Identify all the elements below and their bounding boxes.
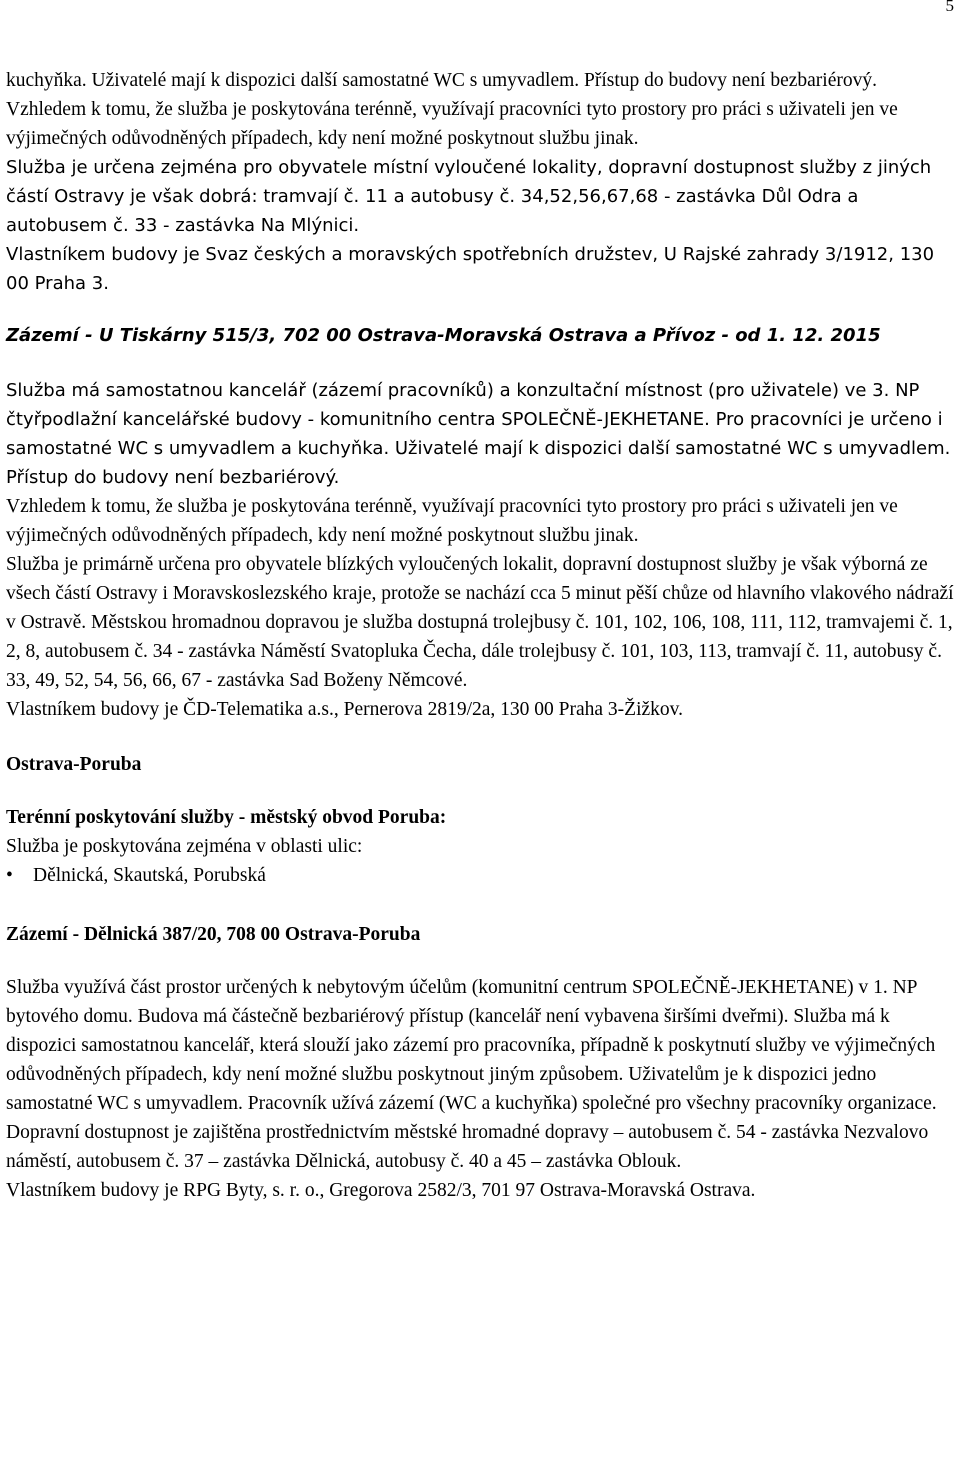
paragraph: Vzhledem k tomu, že služba je poskytována terénně, využívají pracovníci tyto prostory pro práci s uživateli jen ve výjimečných odůvodněných případech, kdy není možné poskytnout službu jinak.	[6, 496, 898, 546]
zazemi-heading: Zázemí - U Tiskárny 515/3, 702 00 Ostrava-Moravská Ostrava a Přívoz - od 1. 12. 2015	[6, 325, 881, 346]
paragraph: Služba má samostatnou kancelář (zázemí pracovníků) a konzultační místnost (pro uživatele) ve 3. NP čtyřpodlažní kancelářské budovy - komunitního centra SPOLEČNĚ-JEKHETANE. Pro pracovníci je určeno i samostatné WC s umyvadlem a kuchyňka. Uživatelé mají k dispozici další samostatné WC s umyvadlem. Přístup do budovy není bezbariérový.	[6, 380, 951, 488]
list-item-text: Dělnická, Skautská, Porubská	[33, 865, 266, 886]
section-ostrava-poruba	[6, 750, 954, 1205]
paragraph: Služba je určena zejména pro obyvatele místní vyloučené lokality, dopravní dostupnost služby z jiných částí Ostravy je však dobrá: tramvají č. 11 a autobusy č. 34,52,56,67,68 - zastávka Důl Odra a autobusem č. 33 - zastávka Na Mlýnici.	[6, 157, 932, 236]
paragraph: Služba je primárně určena pro obyvatele blízkých vyloučených lokalit, dopravní dostupnost služby je však výborná ze všech částí Ostravy i Moravskoslezského kraje, protože se nachází cca 5 minut pěší chůze od hlavního vlakového nádraží v Ostravě. Městskou hromadnou dopravou je služba dostupná trolejbusy č. 101, 102, 106, 108, 111, 112, tramvajemi č. 1, 2, 8, autobusem č. 34 - zastávka Náměstí Svatopluka Čecha, dále trolejbusy č. 101, 103, 113, tramvají č. 11, autobusy č. 33, 49, 52, 54, 56, 66, 67 - zastávka Sad Boženy Němcové.	[6, 554, 954, 691]
section-zazemi-tiskarny	[6, 321, 954, 724]
bullet-icon: •	[6, 865, 13, 886]
page-number: 5	[945, 0, 954, 15]
paragraph: Vlastníkem budovy je RPG Byty, s. r. o., Gregorova 2582/3, 701 97 Ostrava-Moravská Ostrava.	[6, 1180, 756, 1201]
paragraph: Služba využívá část prostor určených k nebytovým účelům (komunitní centrum SPOLEČNĚ-JEKHETANE) v 1. NP bytového domu. Budova má částečně bezbariérový přístup (kancelář není vybavena širšími dveřmi). Služba má k dispozici samostatnou kancelář, která slouží jako zázemí pro pracovníka, případně k poskytnutí služby ve výjimečných odůvodněných případech, kdy není možné službu poskytnout jiným způsobem. Uživatelům je k dispozici jedno samostatné WC s umyvadlem. Pracovník užívá zázemí (WC a kuchyňka) společné pro všechny pracovníky organizace.	[6, 977, 937, 1114]
paragraph: Dopravní dostupnost je zajištěna prostřednictvím městské hromadné dopravy – autobusem č. 54 - zastávka Nezvalovo náměstí, autobusem č. 37 – zastávka Dělnická, autobusy č. 40 a 45 – zastávka Oblouk.	[6, 1122, 929, 1172]
document-body	[6, 66, 954, 1205]
paragraph: Vlastníkem budovy je Svaz českých a moravských spotřebních družstev, U Rajské zahrady 3/1912, 130 00 Praha 3.	[6, 244, 935, 294]
paragraph: Služba je poskytována zejména v oblasti ulic:	[6, 836, 363, 857]
paragraph: Vzhledem k tomu, že služba je poskytována terénně, využívají pracovníci tyto prostory pro práci s uživateli jen ve výjimečných odůvodněných případech, kdy není možné poskytnout službu jinak.	[6, 99, 898, 149]
paragraph: Vlastníkem budovy je ČD-Telematika a.s., Pernerova 2819/2a, 130 00 Praha 3-Žižkov.	[6, 699, 683, 720]
street-list	[6, 861, 954, 890]
paragraph: kuchyňka. Uživatelé mají k dispozici další samostatné WC s umyvadlem. Přístup do budovy není bezbariérový.	[6, 70, 877, 91]
sub-heading: Terénní poskytování služby - městský obvod Poruba:	[6, 807, 447, 828]
section-heading: Ostrava-Poruba	[6, 754, 142, 775]
zazemi-heading: Zázemí - Dělnická 387/20, 708 00 Ostrava-Poruba	[6, 924, 421, 945]
list-item	[6, 861, 954, 890]
section-previous-continued	[6, 66, 954, 298]
